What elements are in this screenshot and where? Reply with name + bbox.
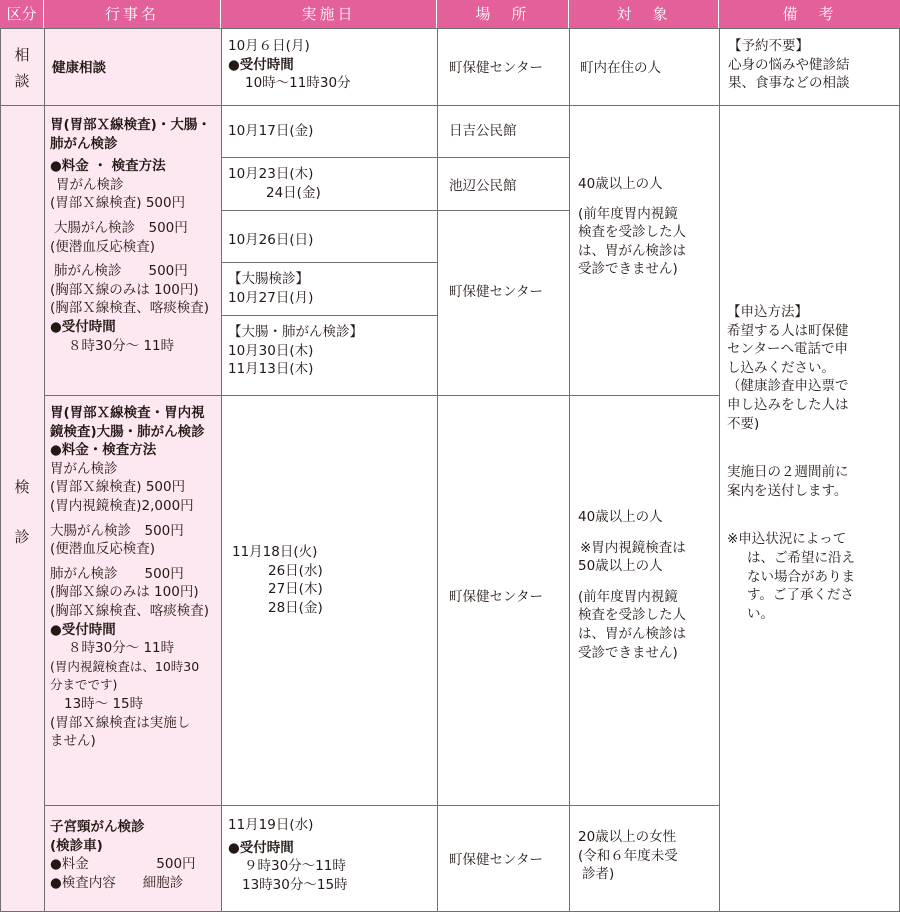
cervical-target-line: (令和６年度未受: [578, 847, 678, 864]
remarks-line: 案内を送付します。: [727, 482, 848, 499]
consult-time-value: 10時～11時30分: [245, 75, 351, 92]
gastric1-date-b: [228, 165, 434, 202]
gastric2-date-line: 11月18日(火): [232, 544, 318, 560]
gastric2-date-line: 28日(金): [268, 599, 323, 616]
consult-place: 町保健センター: [449, 60, 543, 76]
gastric1-target-line: 40歳以上の人: [578, 176, 663, 192]
gastric1-date-line: 【大腸・肺がん検診】: [228, 324, 363, 340]
cervical-title: (検診車): [50, 837, 103, 854]
gastric2-target-line: 検査を受診した人: [578, 607, 686, 624]
consult-event-name: 健康相談: [52, 60, 106, 76]
consult-remarks: [728, 37, 896, 93]
rule: [0, 105, 900, 106]
gastric2-time-line: ８時30分～ 11時: [68, 640, 175, 657]
rule: [221, 28, 222, 912]
gastric2-fee-heading: ●料金・検査方法: [50, 442, 157, 459]
header-place: 場 所: [437, 0, 569, 28]
gastric2-fee-line: (胸部Ｘ線検査、喀痰検査): [50, 602, 210, 619]
header-kubun: 区分: [0, 0, 44, 28]
header-target: 対 象: [569, 0, 719, 28]
gastric2-fee-line: 肺がん検診 500円: [50, 565, 184, 582]
gastric2-target-line: ※胃内視鏡検査は: [580, 539, 686, 556]
category-exam-char: 診: [14, 528, 30, 546]
cervical-time-heading: ●受付時間: [228, 839, 294, 856]
cervical-target-line: 診者): [582, 866, 615, 883]
gastric1-fee-line: (胃部Ｘ線検査) 500円: [50, 195, 186, 212]
consult-date: [228, 37, 434, 93]
remarks-line: 希望する人は町保健: [727, 322, 849, 339]
rule: [44, 805, 719, 806]
gastric1-title: 胃(胃部Ｘ線検査)・大腸・: [50, 117, 211, 133]
gastric2-dates: [232, 543, 432, 617]
gastric1-time-heading: ●受付時間: [50, 318, 116, 335]
consult-remarks-line: 【予約不要】: [728, 38, 809, 54]
cervical-place: 町保健センター: [449, 852, 543, 868]
gastric2-time-line: ません): [50, 733, 96, 750]
rule: [569, 28, 570, 912]
remarks-line: 不要): [727, 415, 760, 432]
gastric1-date-e: [228, 323, 434, 379]
gastric1-date-a: 10月17日(金): [228, 123, 314, 139]
gastric1-fee-line: (胸部Ｘ線のみは 100円): [50, 281, 199, 298]
remarks-line: ※申込状況によって: [727, 531, 847, 548]
gastric1-place-a: 日吉公民館: [449, 123, 517, 139]
rule: [719, 28, 720, 912]
gastric2-date-line: 26日(水): [268, 562, 323, 579]
gastric1-place-b: 池辺公民館: [449, 178, 517, 194]
consult-remarks-line: 果、食事などの相談: [728, 75, 850, 92]
cervical-event: [50, 818, 220, 892]
gastric2-target-line: (前年度胃内視鏡: [578, 588, 678, 605]
gastric2-fee-line: (胃部Ｘ線検査) 500円: [50, 479, 186, 496]
gastric2-date-line: 27日(木): [268, 581, 323, 598]
gastric1-fee-line: 胃がん検診: [56, 176, 124, 193]
gastric2-fee-line: (便潜血反応検査): [50, 541, 156, 558]
gastric1-date-line: 11月13日(木): [228, 361, 314, 378]
rule: [221, 210, 569, 211]
rule: [0, 28, 900, 29]
rule: [44, 395, 719, 396]
gastric2-fee-line: 大腸がん検診 500円: [50, 522, 184, 539]
gastric1-time-value: ８時30分～ 11時: [68, 337, 175, 354]
remarks-line: 実施日の２週間前に: [727, 464, 849, 481]
remarks-line: センターへ電話で申: [727, 341, 848, 358]
cervical-time-line: ９時30分～11時: [244, 858, 346, 875]
gastric1-date-line: 10月23日(木): [228, 166, 314, 182]
consult-remarks-line: 心身の悩みや健診結: [728, 56, 850, 73]
category-exam: [0, 462, 44, 562]
gastric1-date-c: 10月26日(日): [228, 232, 314, 248]
cervical-time-line: 13時30分～15時: [242, 876, 348, 893]
cervical-target: [578, 828, 718, 884]
gastric2-time-line: (胃部Ｘ線検査は実施し: [50, 714, 191, 731]
rule: [221, 262, 437, 263]
rule: [221, 157, 569, 158]
header-date: 実施日: [221, 0, 437, 28]
gastric1-fee-line: 肺がん検診 500円: [54, 263, 188, 280]
remarks-line: す。ご了承くださ: [747, 587, 854, 604]
gastric1-event: [50, 116, 220, 355]
header-event: 行事名: [44, 0, 221, 28]
rule: [0, 911, 900, 912]
gastric1-target-line: 受診できません): [578, 261, 678, 278]
gastric2-title: 胃(胃部Ｘ線検査・胃内視: [50, 405, 205, 421]
gastric2-event: [50, 404, 220, 751]
gastric2-title: 鏡検査)大腸・肺がん検診: [50, 423, 205, 440]
gastric2-time-line: 分までです): [50, 677, 118, 693]
category-consult-char: 相: [14, 46, 30, 64]
cervical-target-line: 20歳以上の女性: [578, 829, 677, 845]
gastric1-title: 肺がん検診: [50, 135, 118, 152]
remarks-line: し込みください。: [727, 359, 835, 376]
gastric1-target-line: 検査を受診した人: [578, 224, 686, 241]
gastric2-time-heading: ●受付時間: [50, 621, 116, 638]
cervical-date: [228, 816, 434, 894]
gastric1-fee-line: (胸部Ｘ線検査、喀痰検査): [50, 300, 210, 317]
gastric1-target-line: (前年度胃内視鏡: [578, 205, 678, 222]
category-consult-char: 談: [14, 72, 30, 90]
category-consult: [0, 42, 44, 94]
gastric2-time-line: (胃内視鏡検査は、10時30: [50, 658, 200, 674]
gastric2-target-line: は、胃がん検診は: [578, 625, 686, 642]
header-remarks: 備 考: [719, 0, 900, 28]
remarks-line: ない場合がありま: [747, 568, 855, 585]
gastric1-date-d: [228, 270, 434, 307]
gastric1-date-line: 【大腸検診】: [228, 271, 309, 287]
remarks-line: 【申込方法】: [727, 304, 808, 320]
gastric1-date-line: 10月27日(月): [228, 289, 314, 306]
gastric1-fee-line: (便潜血反応検査): [50, 238, 156, 255]
gastric2-fee-line: (胸部Ｘ線のみは 100円): [50, 584, 199, 601]
gastric2-target: [578, 508, 718, 662]
cervical-content: ●検査内容 細胞診: [50, 874, 184, 891]
remarks-line: 申し込みをした人は: [727, 396, 849, 413]
gastric2-place: 町保健センター: [449, 589, 543, 605]
rule: [437, 28, 438, 912]
gastric2-fee-line: (胃内視鏡検査)2,000円: [50, 497, 194, 514]
remarks-line: （健康診査申込票で: [727, 378, 849, 395]
rule: [44, 28, 45, 912]
cervical-date-day: 11月19日(水): [228, 817, 314, 833]
gastric2-target-line: 50歳以上の人: [578, 558, 663, 575]
remarks-line: は、ご希望に沿え: [747, 549, 855, 566]
consult-target: 町内在住の人: [580, 60, 661, 76]
remarks-application: [727, 303, 897, 623]
gastric1-target-line: は、胃がん検診は: [578, 242, 686, 259]
consult-time-heading: ●受付時間: [228, 56, 294, 73]
rule: [221, 315, 437, 316]
cervical-title: 子宮頸がん検診: [50, 819, 145, 835]
gastric1-place-c: 町保健センター: [449, 284, 543, 300]
gastric2-time-line: 13時～ 15時: [64, 695, 144, 712]
gastric1-date-line: 10月30日(木): [228, 342, 314, 359]
gastric2-target-line: 40歳以上の人: [578, 509, 663, 525]
cervical-fee: ●料金 500円: [50, 856, 196, 873]
gastric1-fee-heading: ●料金 ・ 検査方法: [50, 158, 166, 175]
category-exam-char: 検: [14, 478, 30, 496]
gastric1-date-line: 24日(金): [266, 184, 321, 201]
consult-date-day: 10月６日(月): [228, 38, 310, 54]
remarks-line: い。: [747, 605, 774, 622]
gastric1-target: [578, 175, 718, 279]
gastric2-target-line: 受診できません): [578, 644, 678, 661]
gastric1-fee-line: 大腸がん検診 500円: [54, 219, 188, 236]
gastric2-fee-line: 胃がん検診: [50, 460, 118, 477]
